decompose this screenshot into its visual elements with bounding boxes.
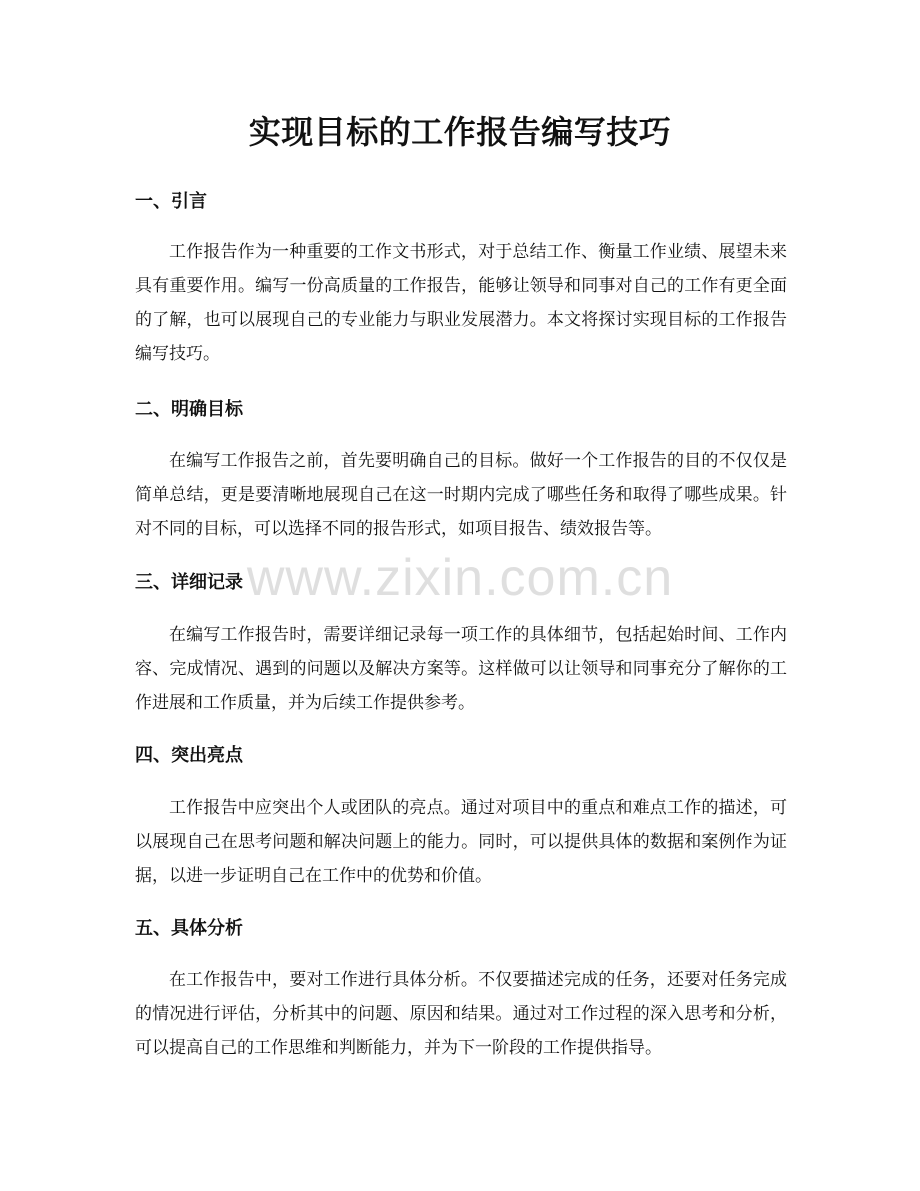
section-heading-detailed-records: 三、详细记录 xyxy=(135,572,243,593)
section-paragraph-detailed-records: 在编写工作报告时，需要详细记录每一项工作的具体细节，包括起始时间、工作内容、完成情况、遇到的问题以及解决方案等。这样做可以让领导和同事充分了解你的工作进展和工作质量，并为后续工作提供参考。 xyxy=(135,625,787,713)
watermark: www.zixin.com.cn xyxy=(246,549,674,607)
section-heading-highlights: 四、突出亮点 xyxy=(135,745,243,766)
section-heading-specific-analysis: 五、具体分析 xyxy=(135,918,243,939)
section-heading-introduction: 一、引言 xyxy=(135,191,207,212)
document-title: 实现目标的工作报告编写技巧 xyxy=(248,113,672,151)
section-paragraph-specific-analysis: 在工作报告中，要对工作进行具体分析。不仅要描述完成的任务，还要对任务完成的情况进行评估，分析其中的问题、原因和结果。通过对工作过程的深入思考和分析，可以提高自己的工作思维和判断能力，并为下一阶段的工作提供指导。 xyxy=(135,970,787,1058)
section-paragraph-introduction: 工作报告作为一种重要的工作文书形式，对于总结工作、衡量工作业绩、展望未来具有重要作用。编写一份高质量的工作报告，能够让领导和同事对自己的工作有更全面的了解，也可以展现自己的专业能力与职业发展潜力。本文将探讨实现目标的工作报告编写技巧。 xyxy=(135,242,787,364)
section-paragraph-clear-goals: 在编写工作报告之前，首先要明确自己的目标。做好一个工作报告的目的不仅仅是简单总结，更是要清晰地展现自己在这一时期内完成了哪些任务和取得了哪些成果。针对不同的目标，可以选择不同的报告形式，如项目报告、绩效报告等。 xyxy=(135,451,787,539)
section-heading-clear-goals: 二、明确目标 xyxy=(135,399,243,420)
section-paragraph-highlights: 工作报告中应突出个人或团队的亮点。通过对项目中的重点和难点工作的描述，可以展现自己在思考问题和解决问题上的能力。同时，可以提供具体的数据和案例作为证据，以进一步证明自己在工作中的优势和价值。 xyxy=(135,798,787,886)
